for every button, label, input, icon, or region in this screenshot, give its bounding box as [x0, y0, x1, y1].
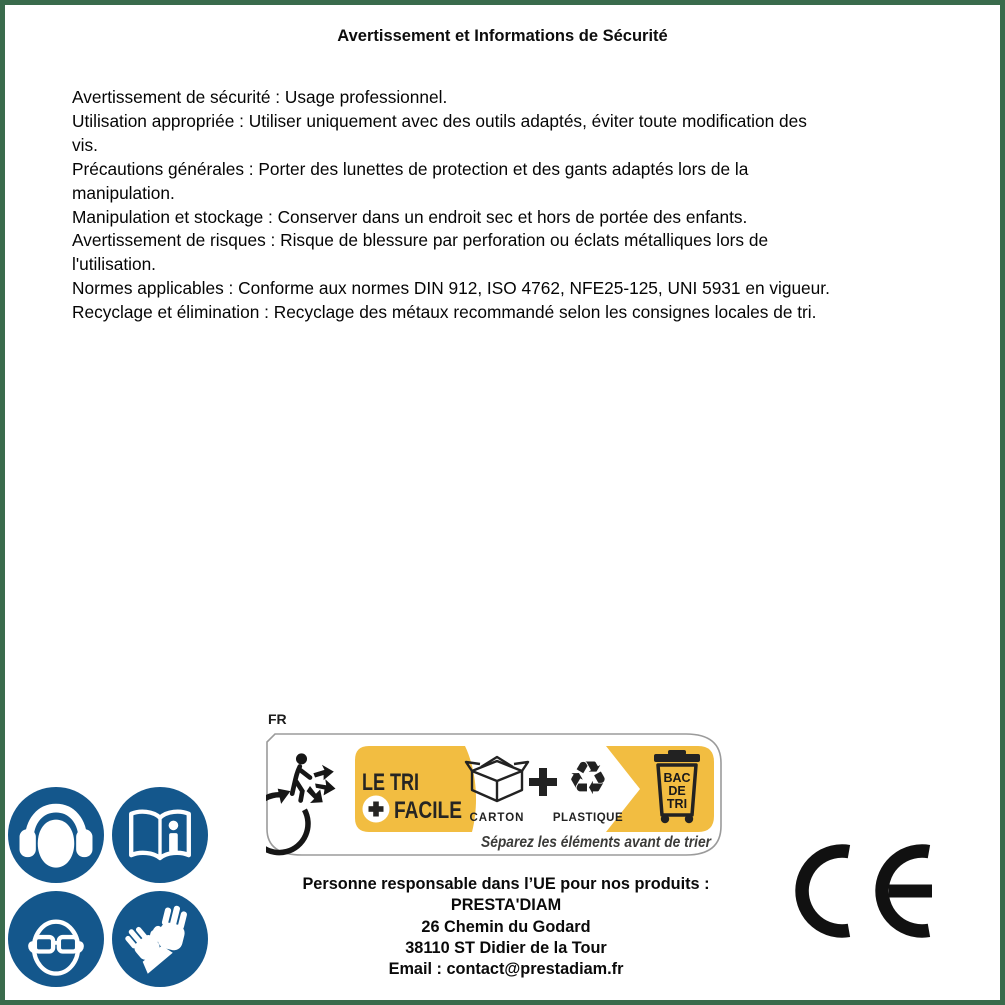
bin-label-line: BAC	[663, 771, 691, 785]
safety-text-block	[72, 86, 970, 325]
infotri-brand-top: LE TRI	[362, 769, 419, 796]
safety-line: Recyclage et élimination : Recyclage des métaux recommandé selon les consignes locales de tri.	[72, 302, 817, 323]
safety-line: Avertissement de risques : Risque de blessure par perforation ou éclats métalliques lors de	[72, 230, 769, 251]
page-title: Avertissement et Informations de Sécurité	[337, 27, 668, 45]
safety-line: manipulation.	[72, 182, 175, 203]
material-label-plastique: PLASTIQUE	[552, 812, 624, 824]
safety-line: Avertissement de sécurité : Usage professionnel.	[72, 87, 448, 107]
company-name: PRESTA'DIAM	[450, 896, 562, 915]
infotri-instruction: Séparez les éléments avant de trier	[481, 834, 712, 851]
responsible-person-block	[256, 874, 756, 980]
material-label-carton: CARTON	[469, 812, 525, 824]
address-line: 38110 ST Didier de la Tour	[405, 938, 607, 957]
responsible-heading: Personne responsable dans l’UE pour nos produits :	[302, 875, 710, 893]
recycling-triangle-icon: ♻	[567, 751, 609, 805]
safety-line: Utilisation appropriée : Utiliser uniquement avec des outils adaptés, éviter toute modification des	[72, 110, 807, 131]
infotri-recycling-box	[266, 733, 722, 856]
safety-line: l'utilisation.	[72, 254, 156, 275]
safety-line: Normes applicables : Conforme aux normes DIN 912, ISO 4762, NFE25-125, UNI 5931 en vigueur.	[72, 278, 830, 299]
bin-label-line: TRI	[666, 797, 688, 811]
wear-eye-protection-icon	[8, 891, 104, 987]
contact-email: Email : contact@prestadiam.fr	[388, 960, 624, 979]
wear-protective-gloves-icon	[112, 891, 208, 987]
country-code-label: FR	[268, 711, 287, 727]
mandatory-safety-icons	[8, 787, 208, 987]
bin-label-line: DE	[668, 784, 686, 798]
safety-line: vis.	[72, 134, 98, 155]
safety-line: Manipulation et stockage : Conserver dans un endroit sec et hors de portée des enfants.	[72, 206, 748, 227]
safety-line: Précautions générales : Porter des lunettes de protection et des gants adaptés lors de la	[72, 158, 749, 179]
infotri-brand-bottom: FACILE	[394, 797, 462, 824]
address-line: 26 Chemin du Godard	[421, 917, 591, 936]
read-instruction-manual-icon	[112, 787, 208, 883]
wear-ear-protection-icon	[8, 787, 104, 883]
ce-mark-icon	[795, 838, 945, 944]
